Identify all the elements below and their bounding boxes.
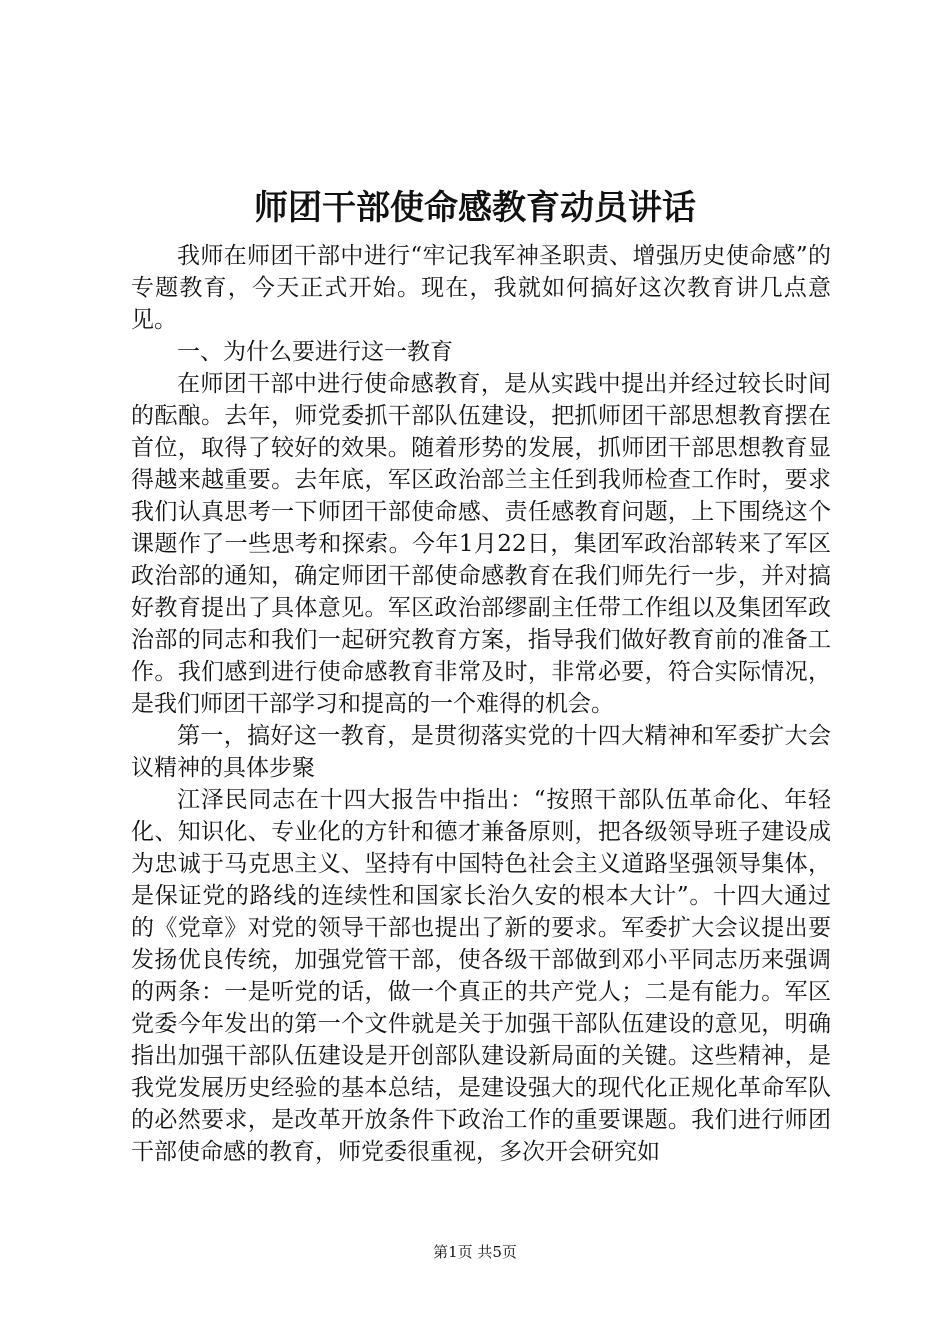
document-title: 师团干部使命感教育动员讲话 — [254, 188, 696, 228]
paragraph-policy: 江泽民同志在十四大报告中指出：“按照干部队伍革命化、年轻化、知识化、专业化的方针和德才兼备原则，把各级领导班子建设成为忠诚于马克思主义、坚持有中国特色社会主义道路坚强领导集体，是保证党的路线的连续性和国家长治久安的根本大计”。十四大通过的《党章》对党的领导干部也提出了新的要求。军委扩大会议提出要发扬优良传统，加强党管干部，使各级干部做到邓小平同志历来强调的两条：一是听党的话，做一个真正的共产党人；二是有能力。军区党委今年发出的第一个文件就是关于加强干部队伍建设的意见，明确指出加强干部队伍建设是开创部队建设新局面的关键。这些精神，是我党发展历史经验的基本总结，是建设强大的现代化正规化革命军队的必然要求，是改革开放条件下政治工作的重要课题。我们进行师团干部使命感的教育，师党委很重视，多次开会研究如 — [131, 787, 831, 1165]
section-heading-1: 一、为什么要进行这一教育 — [177, 339, 453, 365]
paragraph-background: 在师团干部中进行使命感教育，是从实践中提出并经过较长时间的酝酿。去年，师党委抓干部队伍建设，把抓师团干部思想教育摆在首位，取得了较好的效果。随着形势的发展，抓师团干部思想教育显得越来越重要。去年底，军区政治部兰主任到我师检查工作时，要求我们认真思考一下师团干部使命感、责任感教育问题，上下围绕这个课题作了一些思考和探索。今年1月22日，集团军政治部转来了军区政治部的通知，确定师团干部使命感教育在我们师先行一步，并对搞好教育提出了具体意见。军区政治部缪副主任带工作组以及集团军政治部的同志和我们一起研究教育方案，指导我们做好教育前的准备工作。我们感到进行使命感教育非常及时，非常必要，符合实际情况，是我们师团干部学习和提高的一个难得的机会。 — [131, 371, 831, 717]
paragraph-intro: 我师在师团干部中进行“牢记我军神圣职责、增强历史使命感”的专题教育，今天正式开始。现在，我就如何搞好这次教育讲几点意见。 — [131, 243, 831, 333]
document-body — [131, 240, 831, 1168]
subsection-heading-first: 第一，搞好这一教育，是贯彻落实党的十四大精神和军委扩大会议精神的具体步聚 — [131, 723, 831, 781]
page-number-footer: 第1页 共5页 — [433, 1243, 517, 1261]
